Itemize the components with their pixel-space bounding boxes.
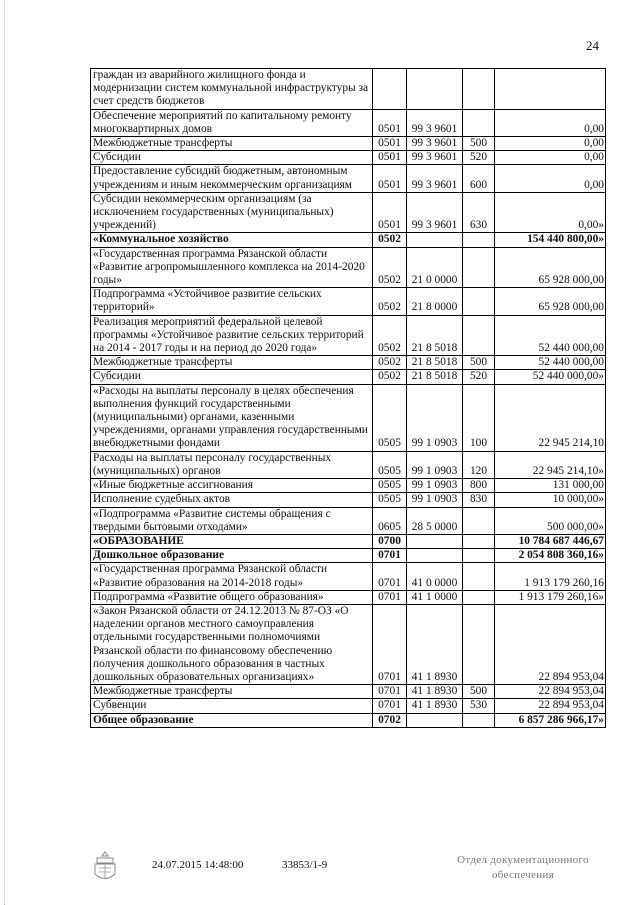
- row-target-article-cell: 99 3 9601: [407, 109, 463, 136]
- row-section-cell: 0701: [373, 549, 407, 563]
- row-target-article-cell: 99 1 0903: [407, 479, 463, 493]
- row-section-cell: [373, 69, 407, 110]
- table-row: [91, 699, 606, 713]
- row-target-article-cell: 99 3 9601: [407, 151, 463, 165]
- table-row: [91, 315, 606, 356]
- row-section-cell: 0502: [373, 233, 407, 247]
- row-amount-cell: 52 440 000,00: [495, 315, 606, 356]
- row-section-cell: 0501: [373, 165, 407, 192]
- row-expense-type-cell: 120: [463, 451, 495, 478]
- row-name-cell: Обеспечение мероприятий по капитальному ремонту многоквартирных домов: [91, 109, 373, 136]
- row-target-article-cell: 99 1 0903: [407, 384, 463, 451]
- row-expense-type-cell: 600: [463, 165, 495, 192]
- row-name-cell: «Иные бюджетные ассигнования: [91, 479, 373, 493]
- row-amount-cell: [495, 69, 606, 110]
- row-section-cell: 0501: [373, 109, 407, 136]
- table-row: [91, 288, 606, 315]
- row-amount-cell: 22 894 953,04: [495, 685, 606, 699]
- row-amount-cell: 0,00: [495, 137, 606, 151]
- row-section-cell: 0701: [373, 685, 407, 699]
- row-name-cell: «Государственная программа Рязанской области «Развитие образования на 2014-2018 годы»: [91, 563, 373, 590]
- row-name-cell: Субвенции: [91, 699, 373, 713]
- row-amount-cell: 131 000,00: [495, 479, 606, 493]
- row-section-cell: 0605: [373, 507, 407, 534]
- row-name-cell: Межбюджетные трансферты: [91, 356, 373, 370]
- table-row: [91, 192, 606, 233]
- table-row: [91, 563, 606, 590]
- row-target-article-cell: 41 0 0000: [407, 563, 463, 590]
- row-amount-cell: 154 440 800,00»: [495, 233, 606, 247]
- row-section-cell: 0701: [373, 699, 407, 713]
- row-expense-type-cell: 500: [463, 356, 495, 370]
- row-section-cell: 0502: [373, 315, 407, 356]
- row-name-cell: Подпрограмма «Развитие общего образования»: [91, 590, 373, 604]
- row-name-cell: Исполнение судебных актов: [91, 493, 373, 507]
- row-name-cell: Межбюджетные трансферты: [91, 137, 373, 151]
- row-expense-type-cell: [463, 507, 495, 534]
- table-row: [91, 137, 606, 151]
- row-target-article-cell: 99 1 0903: [407, 451, 463, 478]
- row-target-article-cell: 28 5 0000: [407, 507, 463, 534]
- row-amount-cell: 500 000,00»: [495, 507, 606, 534]
- table-row: [91, 604, 606, 684]
- row-name-cell: Реализация мероприятий федеральной целевой программы «Устойчивое развитие сельских территорий на 2014 - 2017 годы и на период до 2020 года»: [91, 315, 373, 356]
- margin-dotted-line: [4, 0, 6, 905]
- row-expense-type-cell: 830: [463, 493, 495, 507]
- row-section-cell: 0505: [373, 493, 407, 507]
- row-target-article-cell: [407, 69, 463, 110]
- row-expense-type-cell: [463, 288, 495, 315]
- row-section-cell: 0700: [373, 534, 407, 548]
- footer-document-number: 33853/1-9: [282, 859, 328, 871]
- row-expense-type-cell: 100: [463, 384, 495, 451]
- row-target-article-cell: [407, 549, 463, 563]
- row-amount-cell: 0,00: [495, 109, 606, 136]
- row-target-article-cell: 41 1 8930: [407, 699, 463, 713]
- row-expense-type-cell: [463, 315, 495, 356]
- table-row: [91, 713, 606, 727]
- stamp-line-1: Отдел документационного: [457, 854, 589, 866]
- row-target-article-cell: 21 8 0000: [407, 288, 463, 315]
- table-row: [91, 493, 606, 507]
- department-stamp: [448, 853, 598, 883]
- row-name-cell: Расходы на выплаты персоналу государственных (муниципальных) органов: [91, 451, 373, 478]
- row-expense-type-cell: [463, 69, 495, 110]
- row-expense-type-cell: 520: [463, 151, 495, 165]
- row-target-article-cell: 99 3 9601: [407, 137, 463, 151]
- coat-of-arms-icon: [92, 850, 118, 884]
- row-target-article-cell: [407, 534, 463, 548]
- table-row: [91, 534, 606, 548]
- table-row: [91, 233, 606, 247]
- row-target-article-cell: 21 8 5018: [407, 356, 463, 370]
- row-section-cell: 0505: [373, 451, 407, 478]
- row-expense-type-cell: [463, 604, 495, 684]
- row-section-cell: 0701: [373, 604, 407, 684]
- table-row: [91, 451, 606, 478]
- row-target-article-cell: [407, 233, 463, 247]
- row-expense-type-cell: 530: [463, 699, 495, 713]
- table-row: [91, 685, 606, 699]
- row-amount-cell: 65 928 000,00: [495, 288, 606, 315]
- row-expense-type-cell: 500: [463, 685, 495, 699]
- row-target-article-cell: 21 8 5018: [407, 370, 463, 384]
- row-name-cell: Межбюджетные трансферты: [91, 685, 373, 699]
- row-target-article-cell: 41 1 8930: [407, 685, 463, 699]
- row-amount-cell: 1 913 179 260,16»: [495, 590, 606, 604]
- row-section-cell: 0501: [373, 137, 407, 151]
- row-expense-type-cell: [463, 563, 495, 590]
- row-expense-type-cell: 500: [463, 137, 495, 151]
- row-expense-type-cell: [463, 247, 495, 288]
- table-row: [91, 165, 606, 192]
- row-expense-type-cell: [463, 590, 495, 604]
- row-expense-type-cell: [463, 233, 495, 247]
- row-name-cell: Субсидии некоммерческим организациям (за исключением государственных (муниципальных) учреждений): [91, 192, 373, 233]
- row-amount-cell: 22 894 953,04: [495, 604, 606, 684]
- row-target-article-cell: 21 0 0000: [407, 247, 463, 288]
- row-amount-cell: 1 913 179 260,16: [495, 563, 606, 590]
- row-section-cell: 0701: [373, 563, 407, 590]
- table-row: [91, 370, 606, 384]
- table-row: [91, 69, 606, 110]
- table-row: [91, 356, 606, 370]
- stamp-line-2: обеспечения: [491, 869, 555, 881]
- row-section-cell: 0502: [373, 247, 407, 288]
- row-name-cell: Дошкольное образование: [91, 549, 373, 563]
- row-section-cell: 0501: [373, 192, 407, 233]
- row-section-cell: 0502: [373, 288, 407, 315]
- row-amount-cell: 0,00»: [495, 192, 606, 233]
- row-section-cell: 0505: [373, 384, 407, 451]
- row-name-cell: граждан из аварийного жилищного фонда и модернизации систем коммунальной инфраструктуры за счет средств бюджетов: [91, 69, 373, 110]
- row-section-cell: 0502: [373, 370, 407, 384]
- table-row: [91, 590, 606, 604]
- table-row: [91, 384, 606, 451]
- row-amount-cell: 65 928 000,00: [495, 247, 606, 288]
- row-amount-cell: 0,00: [495, 165, 606, 192]
- row-name-cell: Общее образование: [91, 713, 373, 727]
- row-name-cell: «Закон Рязанской области от 24.12.2013 № 87-ОЗ «О наделении органов местного самоуправления отдельными государственными полномочиями Рязанской области по финансовому обеспечению получения дошкольного образования в частных дошкольных образовательных организациях»: [91, 604, 373, 684]
- row-expense-type-cell: 800: [463, 479, 495, 493]
- row-name-cell: Субсидии: [91, 151, 373, 165]
- row-target-article-cell: 21 8 5018: [407, 315, 463, 356]
- row-name-cell: Подпрограмма «Устойчивое развитие сельских территорий»: [91, 288, 373, 315]
- row-target-article-cell: 99 3 9601: [407, 192, 463, 233]
- row-section-cell: 0505: [373, 479, 407, 493]
- row-amount-cell: 10 000,00»: [495, 493, 606, 507]
- row-amount-cell: 0,00: [495, 151, 606, 165]
- row-expense-type-cell: [463, 534, 495, 548]
- row-amount-cell: 52 440 000,00»: [495, 370, 606, 384]
- table-row: [91, 507, 606, 534]
- row-amount-cell: 2 054 808 360,16»: [495, 549, 606, 563]
- row-section-cell: 0502: [373, 356, 407, 370]
- row-amount-cell: 22 894 953,04: [495, 699, 606, 713]
- table-row: [91, 109, 606, 136]
- row-target-article-cell: 41 1 0000: [407, 590, 463, 604]
- row-expense-type-cell: 630: [463, 192, 495, 233]
- row-target-article-cell: [407, 713, 463, 727]
- row-expense-type-cell: [463, 713, 495, 727]
- row-expense-type-cell: [463, 549, 495, 563]
- row-section-cell: 0701: [373, 590, 407, 604]
- row-section-cell: 0702: [373, 713, 407, 727]
- row-name-cell: Субсидии: [91, 370, 373, 384]
- table-row: [91, 151, 606, 165]
- page-number: 24: [586, 38, 599, 53]
- budget-table-body: [91, 69, 606, 728]
- row-target-article-cell: 99 3 9601: [407, 165, 463, 192]
- row-amount-cell: 22 945 214,10: [495, 384, 606, 451]
- row-target-article-cell: 41 1 8930: [407, 604, 463, 684]
- table-row: [91, 247, 606, 288]
- row-name-cell: «Государственная программа Рязанской области «Развитие агропромышленного комплекса на 2014-2020 годы»: [91, 247, 373, 288]
- row-name-cell: «ОБРАЗОВАНИЕ: [91, 534, 373, 548]
- table-row: [91, 479, 606, 493]
- row-expense-type-cell: [463, 109, 495, 136]
- footer-timestamp: 24.07.2015 14:48:00: [152, 859, 244, 871]
- row-name-cell: Предоставление субсидий бюджетным, автономным учреждениям и иным некоммерческим организациям: [91, 165, 373, 192]
- row-section-cell: 0501: [373, 151, 407, 165]
- row-amount-cell: 52 440 000,00: [495, 356, 606, 370]
- row-amount-cell: 6 857 286 966,17»: [495, 713, 606, 727]
- row-target-article-cell: 99 1 0903: [407, 493, 463, 507]
- table-row: [91, 549, 606, 563]
- budget-table: [90, 68, 606, 728]
- row-amount-cell: 10 784 687 446,67: [495, 534, 606, 548]
- row-expense-type-cell: 520: [463, 370, 495, 384]
- row-name-cell: «Подпрограмма «Развитие системы обращения с твердыми бытовыми отходами»: [91, 507, 373, 534]
- row-name-cell: «Коммунальное хозяйство: [91, 233, 373, 247]
- row-amount-cell: 22 945 214,10»: [495, 451, 606, 478]
- row-name-cell: «Расходы на выплаты персоналу в целях обеспечения выполнения функций государственными (муниципальными) органами, казенными учреждениями, органами управления государственными внебюджетными фондами: [91, 384, 373, 451]
